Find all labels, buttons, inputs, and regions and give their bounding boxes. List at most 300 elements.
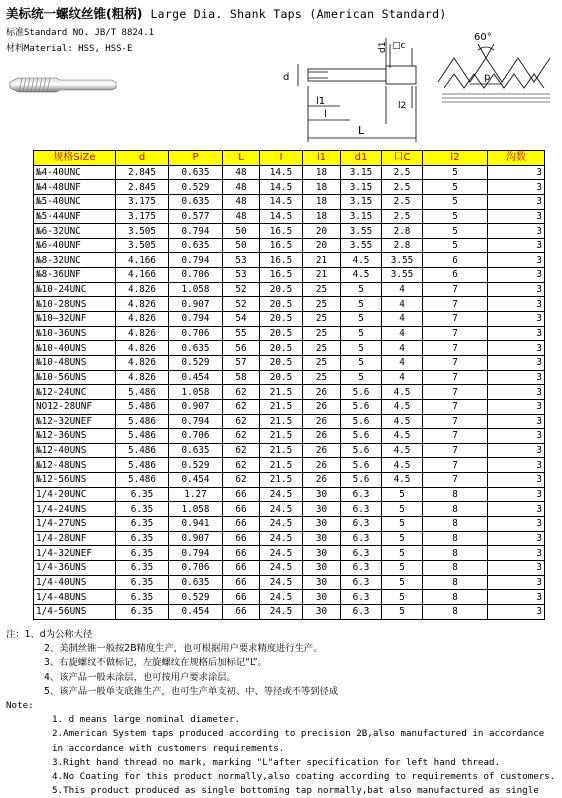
cell-l2: 8 (423, 517, 488, 532)
cell-I: 24.5 (260, 590, 303, 605)
cell-flutes: 3 (488, 165, 545, 180)
cell-d1: 5.6 (341, 473, 382, 488)
cell-I: 21.5 (260, 458, 303, 473)
cell-I: 14.5 (260, 194, 303, 209)
cell-L: 66 (223, 575, 260, 590)
cell-flutes: 3 (488, 502, 545, 517)
cell-c: 2.8 (382, 238, 423, 253)
cell-d1: 5.6 (341, 399, 382, 414)
cell-flutes: 3 (488, 282, 545, 297)
cell-L: 58 (223, 370, 260, 385)
cell-L: 62 (223, 443, 260, 458)
cell-l1: 30 (303, 517, 341, 532)
column-header-d: d (116, 151, 169, 166)
cell-size: №5-44UNF (34, 209, 116, 224)
cell-l2: 5 (423, 165, 488, 180)
diagram-label-l2: l2 (398, 101, 407, 111)
cell-size: №10-40UNS (34, 341, 116, 356)
cell-c: 5 (382, 487, 423, 502)
diagram-label-angle: 60° (474, 32, 492, 43)
cell-p: 0.794 (169, 414, 223, 429)
cell-l1: 26 (303, 458, 341, 473)
cell-size: №12-56UNS (34, 473, 116, 488)
cell-c: 5 (382, 590, 423, 605)
cell-flutes: 3 (488, 341, 545, 356)
column-header-c: 口C (382, 151, 423, 166)
cell-l1: 26 (303, 473, 341, 488)
table-row (34, 341, 545, 356)
column-header-I: I (260, 151, 303, 166)
cell-L: 62 (223, 385, 260, 400)
cell-p: 0.907 (169, 531, 223, 546)
table-row (34, 385, 545, 400)
cell-I: 20.5 (260, 341, 303, 356)
cell-L: 54 (223, 312, 260, 327)
cell-I: 24.5 (260, 487, 303, 502)
cell-p: 0.635 (169, 194, 223, 209)
cell-L: 48 (223, 194, 260, 209)
note-en-5: 5.This product produced as single bottoming tap normally,bat also manufactured as single (52, 785, 539, 797)
cell-size: 1/4-40UNS (34, 575, 116, 590)
cell-flutes: 3 (488, 604, 545, 619)
tap-photo (8, 66, 118, 106)
cell-d: 6.35 (116, 575, 169, 590)
cell-l1: 20 (303, 224, 341, 239)
cell-L: 52 (223, 297, 260, 312)
cell-c: 5 (382, 546, 423, 561)
cell-d1: 3.15 (341, 194, 382, 209)
cell-c: 5 (382, 604, 423, 619)
column-header-p: P (169, 151, 223, 166)
cell-d: 4.826 (116, 355, 169, 370)
cell-I: 21.5 (260, 429, 303, 444)
cell-p: 0.454 (169, 370, 223, 385)
cell-c: 4.5 (382, 473, 423, 488)
cell-I: 16.5 (260, 268, 303, 283)
table-row (34, 224, 545, 239)
column-header-l1: l1 (303, 151, 341, 166)
cell-size: 1/4-27UNS (34, 517, 116, 532)
cell-flutes: 3 (488, 268, 545, 283)
cell-c: 3.55 (382, 253, 423, 268)
cell-I: 16.5 (260, 253, 303, 268)
cell-l2: 7 (423, 414, 488, 429)
cell-l1: 21 (303, 268, 341, 283)
cell-l1: 30 (303, 590, 341, 605)
cell-d1: 5 (341, 297, 382, 312)
cell-flutes: 3 (488, 370, 545, 385)
cell-d: 4.826 (116, 341, 169, 356)
cell-L: 66 (223, 517, 260, 532)
cell-c: 2.8 (382, 224, 423, 239)
cell-size: №6-32UNC (34, 224, 116, 239)
cell-l2: 8 (423, 487, 488, 502)
cell-d1: 6.3 (341, 590, 382, 605)
cell-l2: 7 (423, 282, 488, 297)
cell-c: 2.5 (382, 165, 423, 180)
cell-I: 21.5 (260, 385, 303, 400)
cell-d1: 5 (341, 370, 382, 385)
title-chinese: 美标统一螺纹丝锥(粗柄) (6, 6, 143, 21)
cell-size: 1/4-24UNS (34, 502, 116, 517)
cell-d: 3.175 (116, 194, 169, 209)
cell-l1: 25 (303, 341, 341, 356)
cell-L: 66 (223, 590, 260, 605)
cell-d1: 3.15 (341, 180, 382, 195)
cell-c: 5 (382, 502, 423, 517)
cell-d: 5.486 (116, 443, 169, 458)
cell-flutes: 3 (488, 297, 545, 312)
table-row (34, 326, 545, 341)
cell-l2: 8 (423, 575, 488, 590)
cell-p: 0.529 (169, 180, 223, 195)
cell-L: 50 (223, 238, 260, 253)
cell-c: 4.5 (382, 385, 423, 400)
table-row (34, 502, 545, 517)
cell-I: 14.5 (260, 209, 303, 224)
cell-c: 4.5 (382, 458, 423, 473)
cell-I: 24.5 (260, 575, 303, 590)
cell-d: 6.35 (116, 531, 169, 546)
cell-flutes: 3 (488, 326, 545, 341)
table-row (34, 282, 545, 297)
cell-l1: 30 (303, 560, 341, 575)
cell-I: 24.5 (260, 531, 303, 546)
cell-c: 4.5 (382, 399, 423, 414)
cell-I: 20.5 (260, 312, 303, 327)
cell-l2: 5 (423, 194, 488, 209)
cell-size: №12-36UNS (34, 429, 116, 444)
note-cn-4: 4、该产品一般未涂层，也可按用户要求涂层。 (44, 671, 236, 683)
table-row (34, 458, 545, 473)
cell-size: №4-40UNC (34, 165, 116, 180)
cell-L: 66 (223, 502, 260, 517)
cell-flutes: 3 (488, 429, 545, 444)
cell-l1: 30 (303, 575, 341, 590)
cell-L: 57 (223, 355, 260, 370)
cell-I: 14.5 (260, 180, 303, 195)
cell-l2: 5 (423, 224, 488, 239)
cell-l2: 7 (423, 370, 488, 385)
cell-size: №5-40UNC (34, 194, 116, 209)
cell-d: 3.505 (116, 224, 169, 239)
cell-l2: 8 (423, 546, 488, 561)
cell-c: 4 (382, 341, 423, 356)
cell-I: 20.5 (260, 297, 303, 312)
cell-d: 4.166 (116, 253, 169, 268)
cell-c: 4 (382, 355, 423, 370)
cell-flutes: 3 (488, 546, 545, 561)
cell-d1: 5 (341, 355, 382, 370)
cell-L: 52 (223, 282, 260, 297)
cell-I: 20.5 (260, 282, 303, 297)
cell-size: №12-40UNS (34, 443, 116, 458)
cell-l2: 5 (423, 209, 488, 224)
cell-I: 21.5 (260, 443, 303, 458)
cell-l2: 8 (423, 560, 488, 575)
table-row (34, 546, 545, 561)
cell-p: 0.907 (169, 399, 223, 414)
table-row (34, 560, 545, 575)
cell-l2: 7 (423, 312, 488, 327)
note-en-3: 3.Right hand thread no mark, marking "L"after specification for left hand thread. (52, 756, 501, 768)
table-row (34, 355, 545, 370)
cell-c: 4 (382, 282, 423, 297)
column-header-L: L (223, 151, 260, 166)
cell-p: 0.907 (169, 297, 223, 312)
diagram-label-d1: d1 (378, 41, 388, 53)
cell-L: 66 (223, 531, 260, 546)
cell-size: №10-36UNS (34, 326, 116, 341)
cell-l2: 7 (423, 458, 488, 473)
cell-c: 4 (382, 312, 423, 327)
cell-p: 1.058 (169, 282, 223, 297)
cell-flutes: 3 (488, 238, 545, 253)
cell-flutes: 3 (488, 355, 545, 370)
table-body (34, 165, 545, 619)
cell-l1: 25 (303, 326, 341, 341)
cell-l2: 7 (423, 385, 488, 400)
cell-I: 20.5 (260, 370, 303, 385)
table-row (34, 297, 545, 312)
table-header-row (34, 151, 545, 166)
table-row (34, 194, 545, 209)
cell-l1: 18 (303, 165, 341, 180)
cell-L: 62 (223, 399, 260, 414)
cell-l2: 5 (423, 238, 488, 253)
cell-size: №12-48UNS (34, 458, 116, 473)
note-cn-2: 2、美制丝锥一般按2B精度生产，也可根据用户要求精度进行生产。 (44, 643, 323, 655)
cell-d: 6.35 (116, 546, 169, 561)
cell-c: 4 (382, 297, 423, 312)
cell-L: 56 (223, 341, 260, 356)
cell-l1: 21 (303, 253, 341, 268)
cell-d1: 5.6 (341, 414, 382, 429)
note-en-2: 2.American System taps produced according to precision 2B,also manufactured in accordance (52, 728, 545, 740)
cell-p: 0.635 (169, 341, 223, 356)
cell-p: 0.454 (169, 473, 223, 488)
cell-d: 5.486 (116, 473, 169, 488)
cell-l2: 8 (423, 590, 488, 605)
table-row (34, 604, 545, 619)
cell-I: 14.5 (260, 165, 303, 180)
diagram-label-l1: l1 (316, 96, 326, 107)
cell-flutes: 3 (488, 180, 545, 195)
cell-d1: 5 (341, 282, 382, 297)
cell-flutes: 3 (488, 209, 545, 224)
cell-d: 6.35 (116, 487, 169, 502)
cell-p: 0.794 (169, 224, 223, 239)
cell-p: 0.454 (169, 604, 223, 619)
cell-size: 1/4-28UNF (34, 531, 116, 546)
cell-d: 3.175 (116, 209, 169, 224)
cell-l2: 8 (423, 604, 488, 619)
cell-l1: 25 (303, 282, 341, 297)
cell-c: 5 (382, 575, 423, 590)
cell-size: 1/4-36UNS (34, 560, 116, 575)
table-row (34, 575, 545, 590)
diagram-label-L: L (358, 124, 365, 137)
table-row (34, 590, 545, 605)
table-row (34, 268, 545, 283)
cell-p: 0.941 (169, 517, 223, 532)
cell-I: 24.5 (260, 517, 303, 532)
note-en-2-cont: in accordance with customers requirements. (52, 742, 285, 754)
cell-L: 48 (223, 180, 260, 195)
cell-l2: 7 (423, 341, 488, 356)
cell-L: 62 (223, 429, 260, 444)
cell-d1: 5 (341, 326, 382, 341)
cell-c: 2.5 (382, 209, 423, 224)
material-line: 材料Material: HSS, HSS-E (6, 44, 133, 54)
cell-d: 6.35 (116, 590, 169, 605)
cell-d: 2.845 (116, 165, 169, 180)
cell-size: 1/4-32UNEF (34, 546, 116, 561)
cell-l1: 30 (303, 531, 341, 546)
cell-I: 21.5 (260, 473, 303, 488)
note-en-4: 4.No Coating for this product normally,also coating according to requirements of customers. (52, 771, 556, 783)
cell-p: 0.706 (169, 429, 223, 444)
page-title (6, 4, 447, 22)
cell-d1: 6.3 (341, 502, 382, 517)
cell-size: №12-32UNEF (34, 414, 116, 429)
cell-p: 0.529 (169, 355, 223, 370)
cell-l2: 6 (423, 268, 488, 283)
cell-d: 6.35 (116, 604, 169, 619)
cell-l1: 25 (303, 312, 341, 327)
cell-I: 24.5 (260, 546, 303, 561)
cell-flutes: 3 (488, 487, 545, 502)
cell-l1: 26 (303, 385, 341, 400)
cell-d1: 4.5 (341, 268, 382, 283)
cell-L: 66 (223, 487, 260, 502)
cell-flutes: 3 (488, 517, 545, 532)
cell-L: 66 (223, 546, 260, 561)
cell-flutes: 3 (488, 458, 545, 473)
cell-d: 4.826 (116, 370, 169, 385)
note-cn-1: 注：1、d为公称大径 (6, 629, 93, 640)
cell-l1: 30 (303, 604, 341, 619)
cell-d: 5.486 (116, 429, 169, 444)
cell-l2: 7 (423, 429, 488, 444)
cell-l2: 5 (423, 180, 488, 195)
cell-size: №6-40UNF (34, 238, 116, 253)
cell-l1: 26 (303, 429, 341, 444)
title-english: Large Dia. Shank Taps (American Standard) (150, 7, 447, 21)
cell-d: 5.486 (116, 458, 169, 473)
cell-L: 55 (223, 326, 260, 341)
spec-table (33, 150, 545, 620)
cell-d: 2.845 (116, 180, 169, 195)
cell-d1: 5.6 (341, 429, 382, 444)
cell-size: №10—32UNF (34, 312, 116, 327)
cell-d1: 6.3 (341, 546, 382, 561)
notes-section (6, 628, 558, 798)
cell-p: 0.529 (169, 590, 223, 605)
cell-L: 50 (223, 224, 260, 239)
cell-p: 1.058 (169, 502, 223, 517)
cell-d1: 6.3 (341, 531, 382, 546)
table-row (34, 443, 545, 458)
cell-p: 0.635 (169, 165, 223, 180)
table-row (34, 429, 545, 444)
cell-c: 4.5 (382, 443, 423, 458)
cell-L: 48 (223, 209, 260, 224)
cell-size: №10-24UNC (34, 282, 116, 297)
cell-I: 16.5 (260, 224, 303, 239)
cell-d: 5.486 (116, 399, 169, 414)
cell-p: 0.794 (169, 253, 223, 268)
cell-l1: 18 (303, 209, 341, 224)
cell-d: 4.166 (116, 268, 169, 283)
cell-l2: 8 (423, 502, 488, 517)
cell-flutes: 3 (488, 312, 545, 327)
cell-I: 20.5 (260, 355, 303, 370)
table-row (34, 517, 545, 532)
note-en-1: 1. d means large nominal diameter. (52, 714, 241, 726)
diagram-label-square: □c (392, 41, 406, 51)
cell-p: 0.706 (169, 560, 223, 575)
cell-size: №8-32UNC (34, 253, 116, 268)
cell-d: 4.826 (116, 312, 169, 327)
cell-flutes: 3 (488, 224, 545, 239)
cell-I: 24.5 (260, 502, 303, 517)
cell-d: 6.35 (116, 502, 169, 517)
cell-l1: 30 (303, 502, 341, 517)
cell-size: №10-28UNS (34, 297, 116, 312)
cell-l2: 7 (423, 473, 488, 488)
cell-p: 0.577 (169, 209, 223, 224)
diagram-label-p: p (484, 72, 491, 83)
cell-I: 24.5 (260, 560, 303, 575)
cell-I: 21.5 (260, 414, 303, 429)
cell-size: №4-48UNF (34, 180, 116, 195)
cell-d1: 5.6 (341, 385, 382, 400)
cell-c: 2.5 (382, 180, 423, 195)
cell-flutes: 3 (488, 473, 545, 488)
cell-c: 5 (382, 531, 423, 546)
column-header-flutes: 沟数 (488, 151, 545, 166)
cell-d1: 4.5 (341, 253, 382, 268)
cell-d: 4.826 (116, 282, 169, 297)
table-row (34, 238, 545, 253)
cell-L: 66 (223, 604, 260, 619)
cell-c: 4 (382, 326, 423, 341)
note-en-label: Note: (6, 700, 34, 712)
cell-l2: 7 (423, 297, 488, 312)
table-row (34, 165, 545, 180)
column-header-d1: d1 (341, 151, 382, 166)
cell-l1: 18 (303, 194, 341, 209)
column-header-l2: l2 (423, 151, 488, 166)
table-row (34, 399, 545, 414)
cell-d1: 5.6 (341, 443, 382, 458)
diagram-label-l: l (324, 109, 327, 120)
cell-size: 1/4-48UNS (34, 590, 116, 605)
cell-size: NO12-28UNF (34, 399, 116, 414)
table-row (34, 253, 545, 268)
cell-d1: 5 (341, 341, 382, 356)
cell-d1: 3.55 (341, 238, 382, 253)
cell-d: 3.505 (116, 238, 169, 253)
cell-p: 0.706 (169, 268, 223, 283)
cell-p: 0.529 (169, 458, 223, 473)
cell-L: 48 (223, 165, 260, 180)
cell-flutes: 3 (488, 531, 545, 546)
cell-d1: 6.3 (341, 487, 382, 502)
cell-d: 6.35 (116, 517, 169, 532)
cell-d: 4.826 (116, 297, 169, 312)
